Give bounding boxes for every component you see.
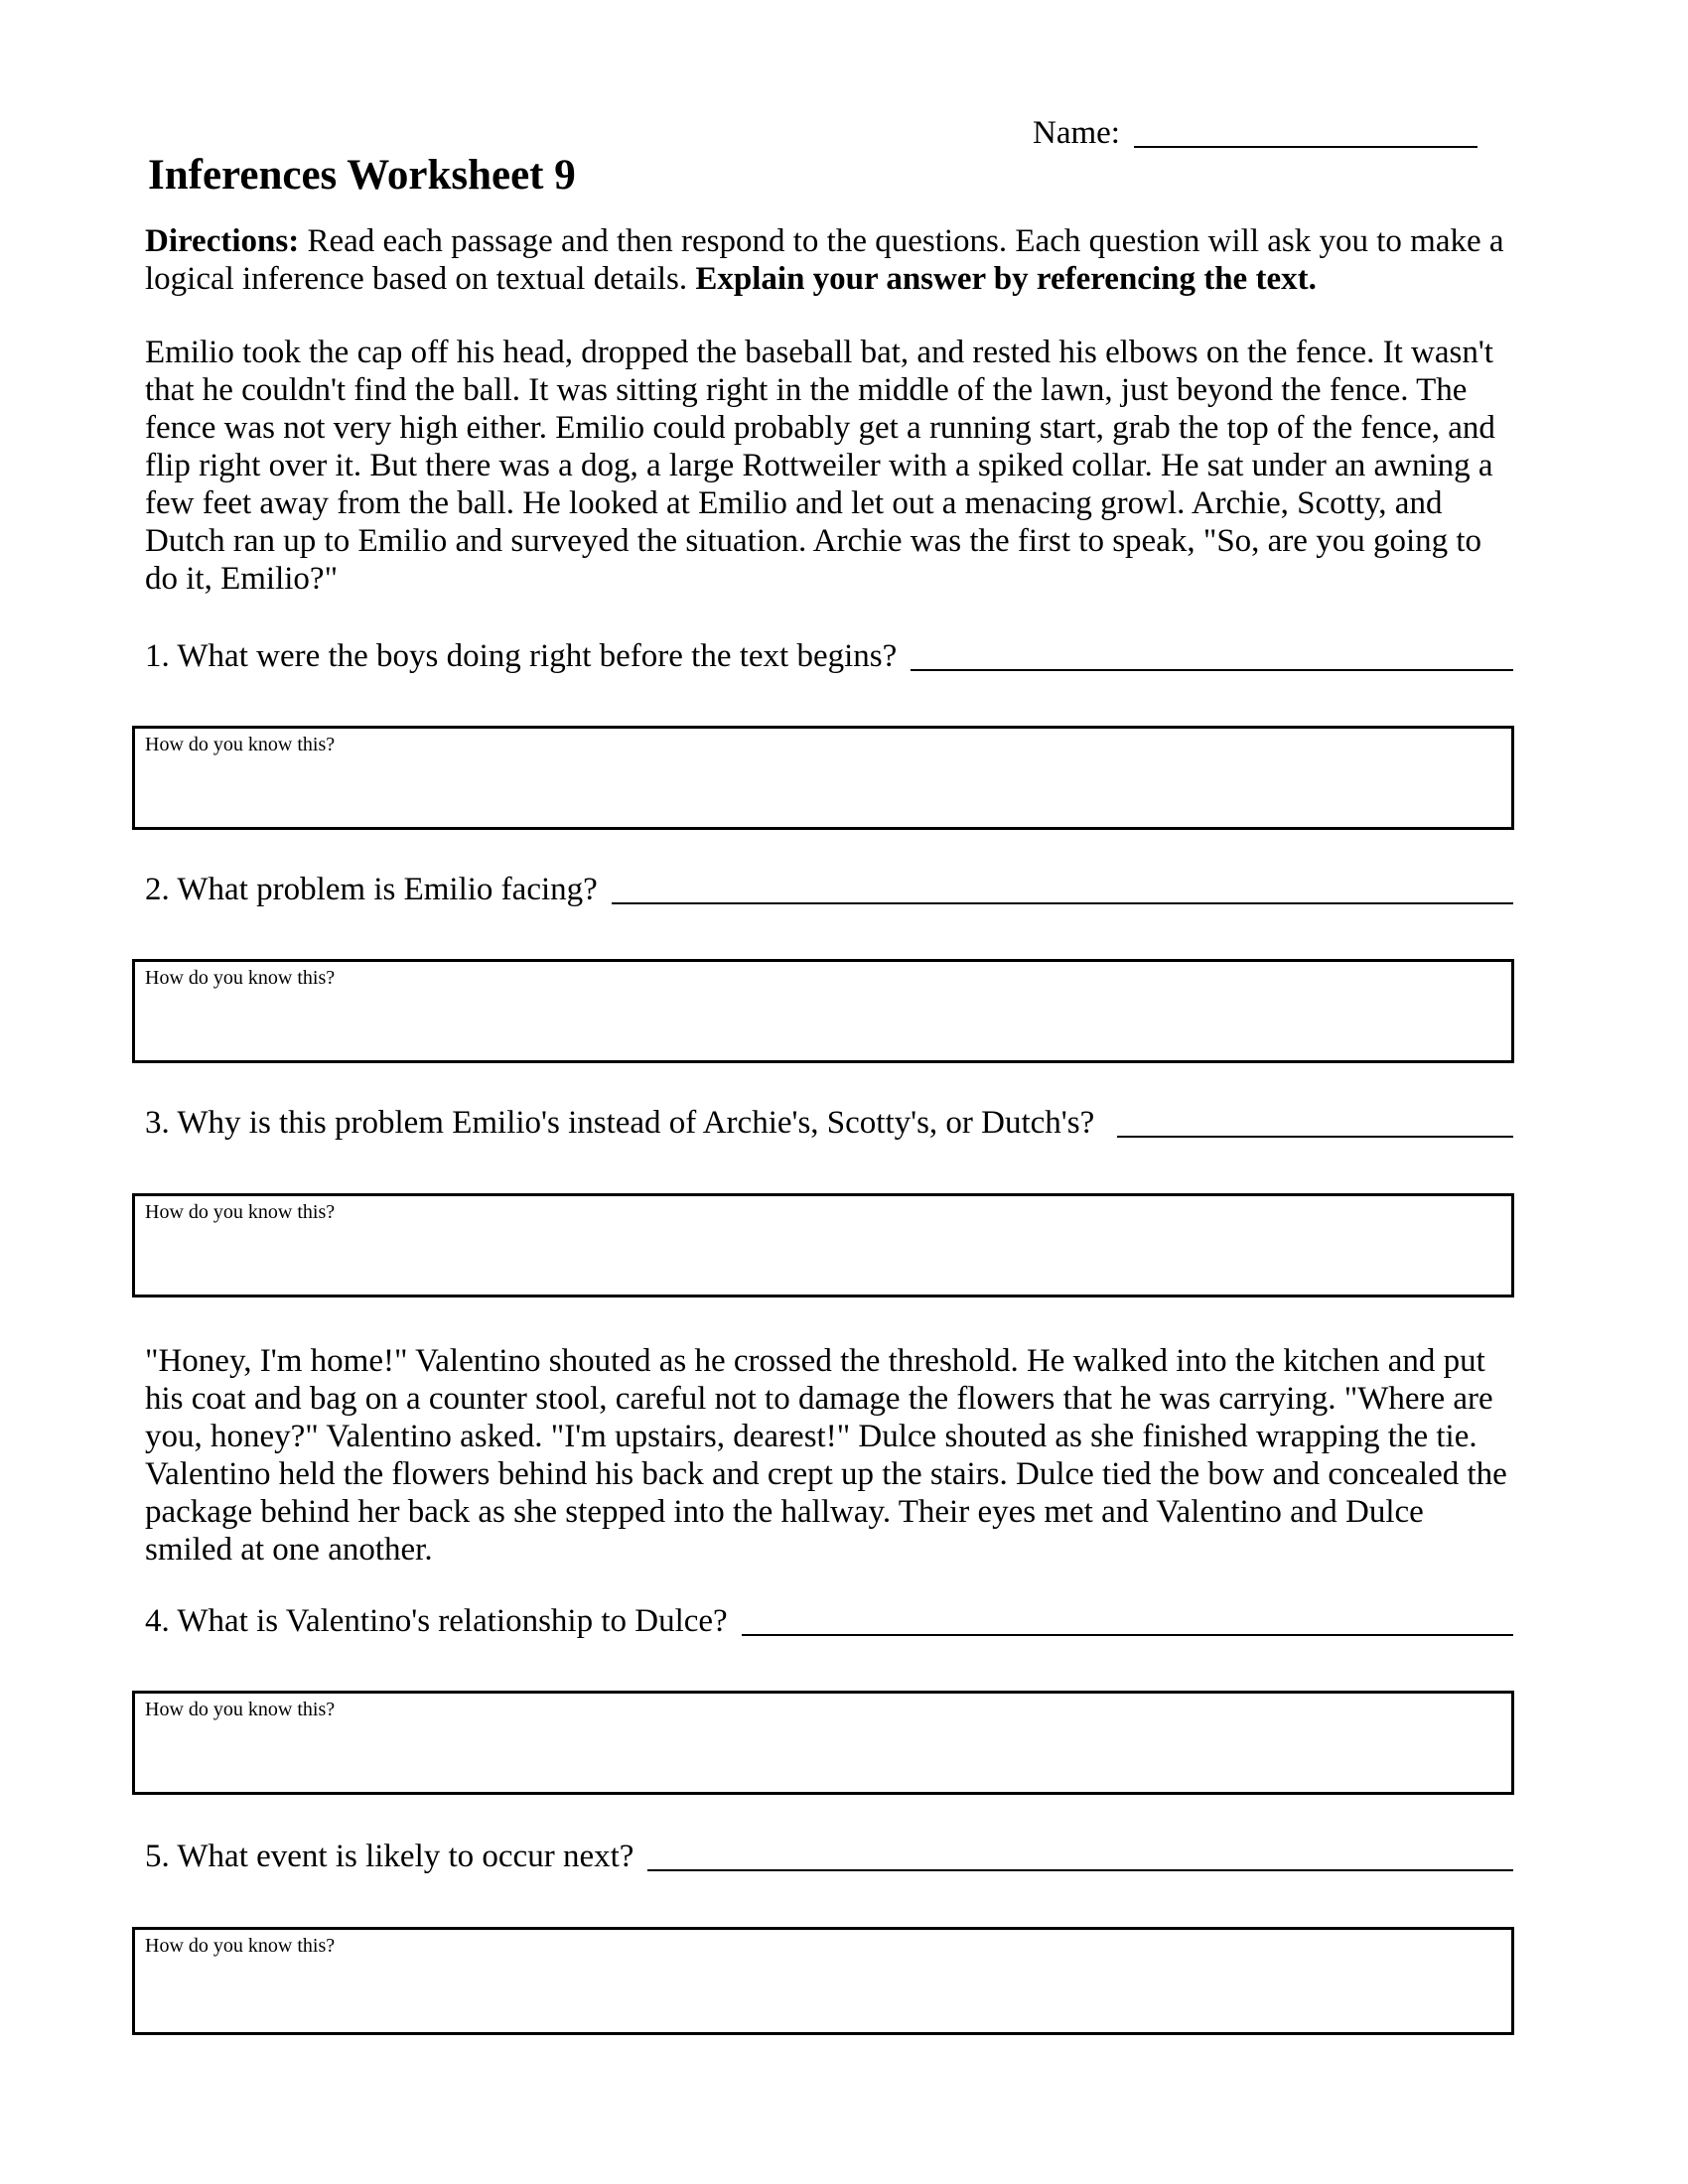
passage-line: Valentino held the flowers behind his back and crept up the stairs. Dulce tied the bow and concealed the — [145, 1456, 1507, 1492]
passage-line: that he couldn't find the ball. It was sitting right in the middle of the lawn, just beyond the fence. The — [145, 372, 1468, 408]
question-4-answer-line[interactable] — [742, 1602, 1513, 1636]
answer-box-1[interactable] — [132, 726, 1514, 830]
question-1-text: 1. What were the boys doing right before the text begins? — [145, 638, 898, 674]
question-5-answer-line[interactable] — [647, 1838, 1513, 1871]
name-label: Name: — [1033, 115, 1120, 151]
passage-line: smiled at one another. — [145, 1532, 433, 1568]
page-title: Inferences Worksheet 9 — [148, 152, 576, 199]
passage-line: his coat and bag on a counter stool, careful not to damage the flowers that he was carrying. "Where are — [145, 1381, 1493, 1417]
directions-line-2: logical inference based on textual details. Explain your answer by referencing the text. — [145, 261, 1317, 297]
question-2-text: 2. What problem is Emilio facing? — [145, 872, 598, 907]
question-3 — [145, 1104, 1513, 1142]
answer-box-4-label: How do you know this? — [145, 1699, 336, 1720]
answer-box-3-label: How do you know this? — [145, 1201, 336, 1223]
question-5 — [145, 1838, 1513, 1875]
passage-line: package behind her back as she stepped into the hallway. Their eyes met and Valentino and Dulce — [145, 1494, 1424, 1530]
question-3-answer-line[interactable] — [1117, 1104, 1514, 1138]
name-blank-line[interactable] — [1134, 113, 1477, 148]
passage-line: do it, Emilio?" — [145, 561, 339, 597]
question-1 — [145, 637, 1513, 675]
answer-box-5-label: How do you know this? — [145, 1935, 336, 1957]
answer-box-1-label: How do you know this? — [145, 734, 336, 755]
question-4 — [145, 1602, 1513, 1640]
passage-line: fence was not very high either. Emilio could probably get a running start, grab the top of the fence, and — [145, 410, 1495, 446]
name-row — [1033, 113, 1477, 153]
passage-line: "Honey, I'm home!" Valentino shouted as he crossed the threshold. He walked into the kitchen and put — [145, 1343, 1485, 1379]
question-1-answer-line[interactable] — [911, 637, 1513, 671]
question-2 — [145, 871, 1513, 908]
directions-line-1: Directions: Read each passage and then respond to the questions. Each question will ask you to make a — [145, 223, 1504, 259]
passage-line: Emilio took the cap off his head, dropped the baseball bat, and rested his elbows on the fence. It wasn't — [145, 335, 1493, 370]
question-3-text: 3. Why is this problem Emilio's instead of Archie's, Scotty's, or Dutch's? — [145, 1105, 1103, 1141]
answer-box-5[interactable] — [132, 1927, 1514, 2035]
answer-box-2-label: How do you know this? — [145, 967, 336, 989]
answer-box-4[interactable] — [132, 1691, 1514, 1795]
question-5-text: 5. What event is likely to occur next? — [145, 1839, 634, 1874]
directions-emphasis: Explain your answer by referencing the text. — [695, 261, 1317, 297]
passage-1 — [145, 334, 1495, 598]
question-2-answer-line[interactable] — [612, 871, 1513, 904]
passage-2 — [145, 1342, 1507, 1569]
question-4-text: 4. What is Valentino's relationship to Dulce? — [145, 1603, 728, 1639]
passage-line: flip right over it. But there was a dog, a large Rottweiler with a spiked collar. He sat under an awning a — [145, 448, 1493, 483]
answer-box-2[interactable] — [132, 959, 1514, 1063]
answer-box-3[interactable] — [132, 1193, 1514, 1297]
passage-line: Dutch ran up to Emilio and surveyed the situation. Archie was the first to speak, "So, are you going to — [145, 523, 1482, 559]
directions — [145, 222, 1504, 298]
passage-line: you, honey?" Valentino asked. "I'm upstairs, dearest!" Dulce shouted as she finished wrapping the tie. — [145, 1419, 1477, 1454]
directions-label: Directions: — [145, 223, 300, 259]
passage-line: few feet away from the ball. He looked at Emilio and let out a menacing growl. Archie, Scotty, and — [145, 485, 1443, 521]
